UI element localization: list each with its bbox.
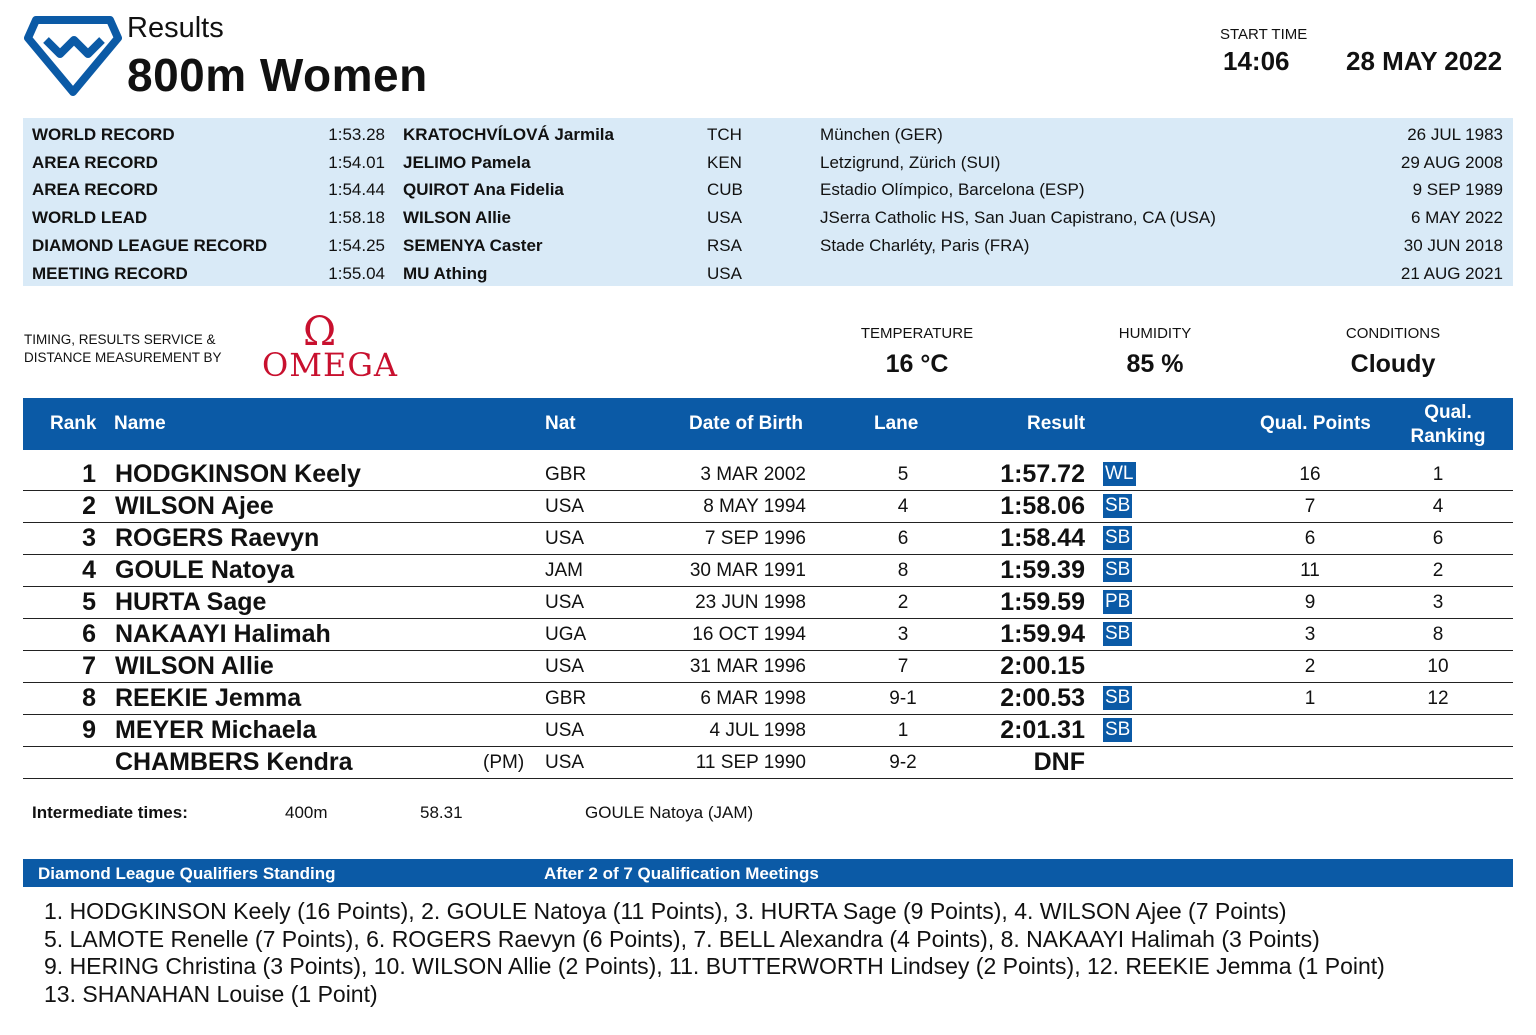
record-mark: 1:54.25 [328,236,385,255]
event-date: 28 MAY 2022 [1346,46,1503,76]
cell-dob: 16 OCT 1994 [692,624,806,645]
record-nat: CUB [707,180,743,199]
table-row [23,554,1513,587]
cell-lane: 9-1 [889,688,917,709]
cell-dob: 31 MAR 1996 [689,656,806,677]
record-holder: KRATOCHVÍLOVÁ Jarmila [403,125,614,144]
standing-line: 1. HODGKINSON Keely (16 Points), 2. GOULE Natoya (11 Points), 3. HURTA Sage (9 Points), 4. WILSON Ajee (7 Points) [44,898,1287,924]
cell-name: WILSON Allie [115,652,274,680]
record-date: 30 JUN 2018 [1403,236,1503,255]
cell-result: 2:01.31 [1000,716,1085,744]
record-badge: SB [1105,719,1131,740]
record-nat: USA [707,264,742,283]
record-date: 26 JUL 1983 [1407,125,1503,144]
header-dob: Date of Birth [689,413,803,434]
record-type: DIAMOND LEAGUE RECORD [32,236,268,255]
cell-rank: 2 [82,492,96,520]
record-badge: PB [1105,591,1131,612]
record-mark: 1:53.28 [328,125,385,144]
intermediate-athlete: GOULE Natoya (JAM) [585,803,754,822]
cell-nat: USA [545,528,585,549]
cell-name: REEKIE Jemma [115,684,302,712]
conditions-value: Cloudy [1350,350,1436,378]
intermediate-time: 58.31 [420,803,463,822]
cell-name: HURTA Sage [115,588,267,616]
cell-qual-points: 11 [1300,560,1320,581]
record-row [23,231,1513,258]
records-table [23,118,1513,286]
standing-line: 13. SHANAHAN Louise (1 Point) [44,980,378,1007]
cell-nat: UGA [545,624,587,645]
table-row [23,682,1513,715]
cell-qual-points: 16 [1299,464,1321,485]
record-badge: SB [1105,623,1131,644]
record-holder: SEMENYA Caster [403,236,543,255]
standing-list [44,898,1385,1008]
cell-qual-points: 6 [1304,528,1316,549]
cell-qual-ranking: 8 [1432,624,1444,645]
timing-credit-line: TIMING, RESULTS SERVICE & [24,332,216,347]
record-holder: MU Athing [403,264,488,283]
cell-result: 1:59.39 [1000,556,1085,584]
cell-result: 1:59.59 [1000,588,1085,616]
record-type: AREA RECORD [32,180,158,199]
page-subtitle: Results [127,12,224,44]
record-mark: 1:54.44 [328,180,385,199]
cell-dob: 23 JUN 1998 [695,592,806,613]
cell-name: GOULE Natoya [115,556,295,584]
record-mark: 1:54.01 [328,153,385,172]
record-date: 9 SEP 1989 [1412,180,1503,199]
record-badge: SB [1105,495,1131,516]
cell-qual-ranking: 4 [1432,496,1444,517]
cell-nat: GBR [545,464,587,485]
timing-credit-line: DISTANCE MEASUREMENT BY [24,350,222,365]
record-type: WORLD LEAD [32,208,148,227]
record-holder: JELIMO Pamela [403,153,531,172]
cell-nat: USA [545,656,585,677]
table-row [23,618,1513,651]
record-row [23,148,1513,175]
cell-qual-ranking: 1 [1432,464,1444,485]
cell-lane: 6 [897,528,909,549]
cell-result: 1:57.72 [1000,460,1085,488]
table-row [23,490,1513,523]
standing-after: After 2 of 7 Qualification Meetings [544,864,819,883]
cell-name: WILSON Ajee [115,492,274,520]
humidity-value: 85 % [1126,350,1184,378]
record-row [23,259,1513,286]
record-date: 29 AUG 2008 [1400,153,1503,172]
record-badge: SB [1105,559,1131,580]
record-nat: RSA [707,236,742,255]
table-row [23,586,1513,619]
record-row [23,175,1513,202]
header-lane: Lane [874,413,919,434]
record-venue: JSerra Catholic HS, San Juan Capistrano, CA (USA) [820,208,1216,227]
cell-dob: 3 MAR 2002 [700,464,806,485]
cell-qual-ranking: 10 [1427,656,1449,677]
cell-lane: 5 [897,464,909,485]
diamond-league-standing-header [23,859,1513,887]
cell-nat: USA [545,496,585,517]
temperature-value: 16 °C [885,350,949,378]
results-table-header [23,398,1513,450]
cell-nat: USA [545,592,585,613]
cell-name: CHAMBERS Kendra [115,748,353,776]
cell-rank: 4 [82,556,96,584]
cell-dob: 4 JUL 1998 [709,720,806,741]
record-holder: QUIROT Ana Fidelia [403,180,564,199]
record-type: WORLD RECORD [32,125,175,144]
start-time-label: START TIME [1220,26,1308,43]
cell-nat: USA [545,752,585,773]
record-mark: 1:58.18 [328,208,385,227]
cell-rank: 9 [82,716,96,744]
cell-lane: 3 [897,624,909,645]
record-holder: WILSON Allie [403,208,511,227]
record-badge: SB [1105,527,1131,548]
cell-name: HODGKINSON Keely [115,460,361,488]
cell-result: 1:59.94 [1000,620,1085,648]
record-mark: 1:55.04 [328,264,385,283]
cell-lane: 8 [897,560,909,581]
cell-rank: 8 [82,684,96,712]
cell-rank: 5 [82,588,96,616]
table-row [23,650,1513,683]
record-venue: Letzigrund, Zürich (SUI) [820,153,1001,172]
cell-rank: 3 [82,524,96,552]
header-rank: Rank [50,413,97,434]
header-qual-ranking-line2: Ranking [1410,426,1486,447]
omega-logo-icon: Ω [303,309,337,355]
header-nat: Nat [545,413,576,434]
standing-line: 9. HERING Christina (3 Points), 10. WILSON Allie (2 Points), 11. BUTTERWORTH Lindsey (2 Points), 12. REEKIE Jemma (1 Point) [44,953,1385,979]
cell-rank: 1 [82,460,96,488]
standing-line: 5. LAMOTE Renelle (7 Points), 6. ROGERS Raevyn (6 Points), 7. BELL Alexandra (4 Points), 8. NAKAAYI Halimah (3 Points) [44,925,1320,952]
cell-result: 2:00.15 [1000,652,1085,680]
temperature-label: TEMPERATURE [860,325,974,342]
intermediate-label: Intermediate times: [32,803,188,822]
cell-qual-ranking: 3 [1432,592,1444,613]
record-date: 6 MAY 2022 [1411,208,1503,227]
cell-nat: JAM [545,560,583,581]
cell-result: 1:58.44 [1000,524,1085,552]
cell-name: ROGERS Raevyn [115,524,320,552]
cell-result: DNF [1033,748,1085,776]
omega-logo-text: OMEGA [262,346,399,384]
cell-qual-ranking: 12 [1427,688,1449,709]
cell-dob: 30 MAR 1991 [689,560,806,581]
record-nat: USA [707,208,742,227]
table-row [23,522,1513,555]
cell-name: MEYER Michaela [115,716,317,744]
intermediate-distance: 400m [285,803,328,822]
cell-dob: 8 MAY 1994 [703,496,806,517]
record-row [23,203,1513,230]
cell-dob: 7 SEP 1996 [704,528,806,549]
record-date: 21 AUG 2021 [1400,264,1503,283]
cell-nat: USA [545,720,585,741]
cell-lane: 2 [897,592,909,613]
timing-credit [24,331,222,367]
cell-lane: 4 [897,496,909,517]
cell-nat: GBR [545,688,587,709]
standing-title: Diamond League Qualifiers Standing [38,864,336,883]
record-type: MEETING RECORD [32,264,188,283]
cell-dob: 6 MAR 1998 [700,688,806,709]
header-name: Name [114,413,166,434]
diamond-league-logo-icon [24,14,122,96]
cell-rank: 6 [82,620,96,648]
cell-qual-points: 1 [1304,688,1316,709]
cell-lane: 1 [897,720,909,741]
cell-qual-ranking: 6 [1432,528,1444,549]
cell-lane: 9-2 [889,752,917,773]
conditions-label: CONDITIONS [1345,325,1441,342]
record-row [23,120,1513,147]
header-result: Result [1027,413,1086,434]
cell-name: NAKAAYI Halimah [115,620,331,648]
record-venue: München (GER) [820,125,943,144]
cell-qual-points: 9 [1304,592,1316,613]
record-badge: WL [1105,463,1134,484]
record-venue: Estadio Olímpico, Barcelona (ESP) [820,180,1085,199]
record-nat: TCH [707,125,742,144]
record-badge: SB [1105,687,1131,708]
cell-qual-ranking: 2 [1432,560,1444,581]
cell-qual-points: 7 [1304,496,1316,517]
start-time: 14:06 [1223,46,1290,76]
table-row [23,458,1513,491]
table-row [23,714,1513,747]
cell-rank: 7 [82,652,96,680]
cell-result: 2:00.53 [1000,684,1085,712]
humidity-label: HUMIDITY [1118,325,1192,342]
header-qual-ranking-line1: Qual. [1424,402,1472,423]
header-qual-points: Qual. Points [1260,413,1371,434]
cell-note: (PM) [483,752,525,773]
cell-lane: 7 [897,656,909,677]
table-row [23,746,1513,779]
page-title: 800m Women [127,49,428,101]
cell-qual-points: 2 [1304,656,1316,677]
record-type: AREA RECORD [32,153,158,172]
cell-dob: 11 SEP 1990 [695,752,806,773]
cell-qual-points: 3 [1304,624,1316,645]
record-venue: Stade Charléty, Paris (FRA) [820,236,1030,255]
cell-result: 1:58.06 [1000,492,1085,520]
record-nat: KEN [707,153,742,172]
